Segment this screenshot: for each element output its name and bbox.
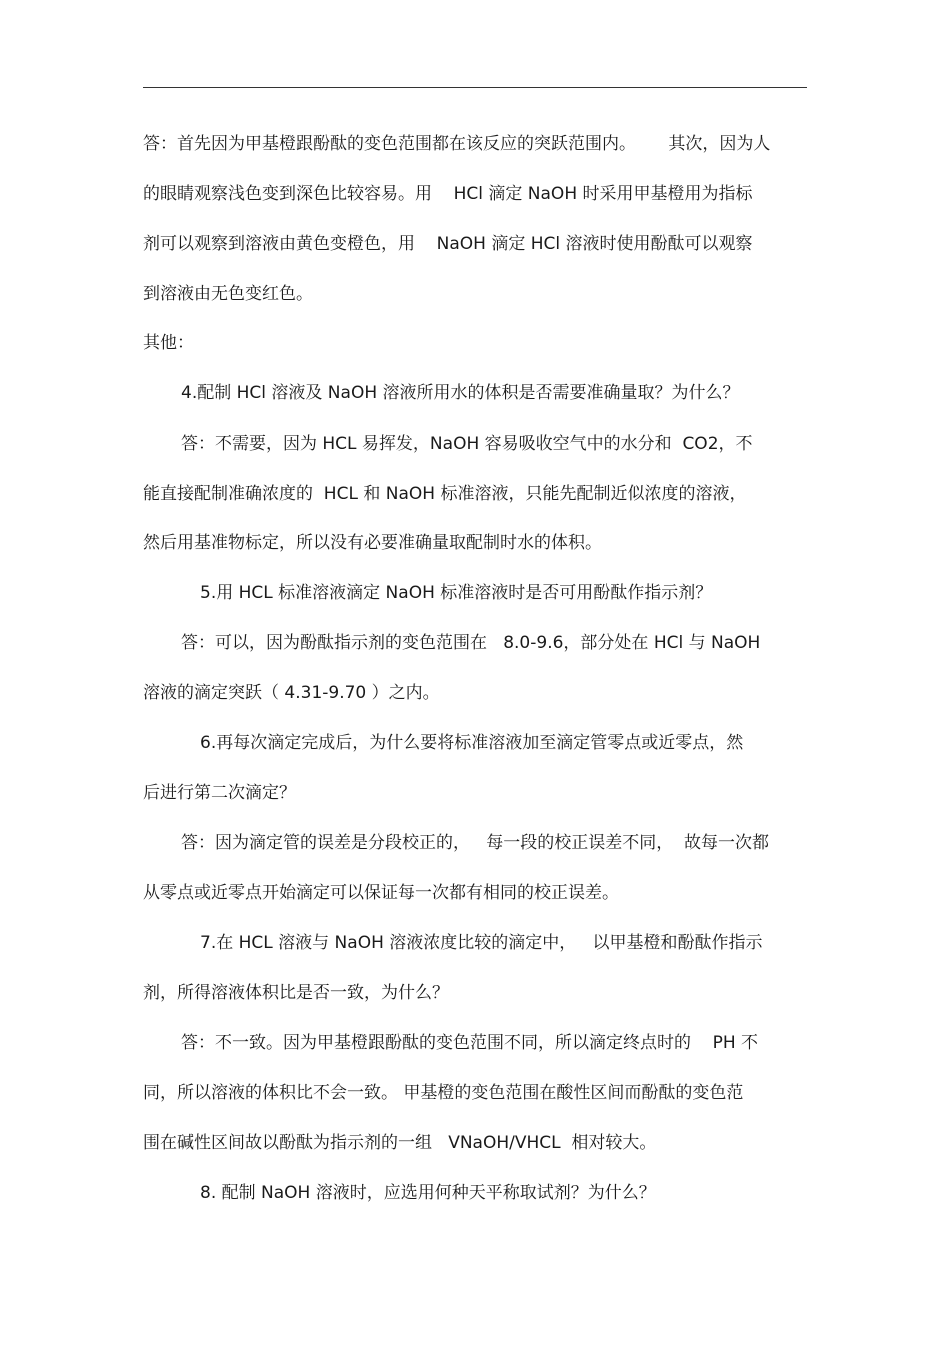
- question-8: 8. 配制 NaOH 溶液时，应选用何种天平称取试剂？为什么？: [200, 1183, 656, 1203]
- text-line: 溶液的滴定突跃（ 4.31-9.70 ）之内。: [143, 683, 440, 703]
- text-line: 剂，所得溶液体积比是否一致，为什么？: [143, 983, 449, 1003]
- text-line: 后进行第二次滴定？: [143, 783, 296, 803]
- text-line: 围在碱性区间故以酚酞为指示剂的一组 VNaOH/VHCL 相对较大。: [143, 1133, 657, 1153]
- text-line: 到溶液由无色变红色。: [143, 284, 313, 304]
- text-line: 同，所以溶液的体积比不会一致。 甲基橙的变色范围在酸性区间而酚酞的变色范: [143, 1083, 744, 1103]
- answer-5: 答：可以，因为酚酞指示剂的变色范围在 8.0-9.6，部分处在 HCl 与 NaOH: [181, 633, 761, 653]
- answer-6: 答：因为滴定管的误差是分段校正的， 每一段的校正误差不同， 故每一次都: [181, 833, 770, 853]
- question-5: 5.用 HCL 标准溶液滴定 NaOH 标准溶液时是否可用酚酞作指示剂？: [200, 583, 713, 603]
- question-7: 7.在 HCL 溶液与 NaOH 溶液浓度比较的滴定中， 以甲基橙和酚酞作指示: [200, 933, 763, 953]
- header-rule: [143, 87, 807, 88]
- question-4: 4.配制 HCl 溶液及 NaOH 溶液所用水的体积是否需要准确量取？为什么？: [181, 383, 740, 403]
- text-line: 从零点或近零点开始滴定可以保证每一次都有相同的校正误差。: [143, 883, 619, 903]
- text-line: 的眼睛观察浅色变到深色比较容易。用 HCl 滴定 NaOH 时采用甲基橙用为指标: [143, 184, 753, 204]
- text-line: 然后用基准物标定，所以没有必要准确量取配制时水的体积。: [143, 533, 602, 553]
- text-line: 答：首先因为甲基橙跟酚酞的变色范围都在该反应的突跃范围内。 其次，因为人: [143, 134, 771, 154]
- question-6: 6.再每次滴定完成后，为什么要将标准溶液加至滴定管零点或近零点，然: [200, 733, 744, 753]
- text-line: 剂可以观察到溶液由黄色变橙色，用 NaOH 滴定 HCl 溶液时使用酚酞可以观察: [143, 234, 753, 254]
- section-label: 其他：: [143, 333, 194, 353]
- text-line: 能直接配制准确浓度的 HCL 和 NaOH 标准溶液，只能先配制近似浓度的溶液，: [143, 484, 747, 504]
- answer-4: 答：不需要，因为 HCL 易挥发，NaOH 容易吸收空气中的水分和 CO2，不: [181, 434, 753, 454]
- answer-7: 答：不一致。因为甲基橙跟酚酞的变色范围不同，所以滴定终点时的 PH 不: [181, 1033, 759, 1053]
